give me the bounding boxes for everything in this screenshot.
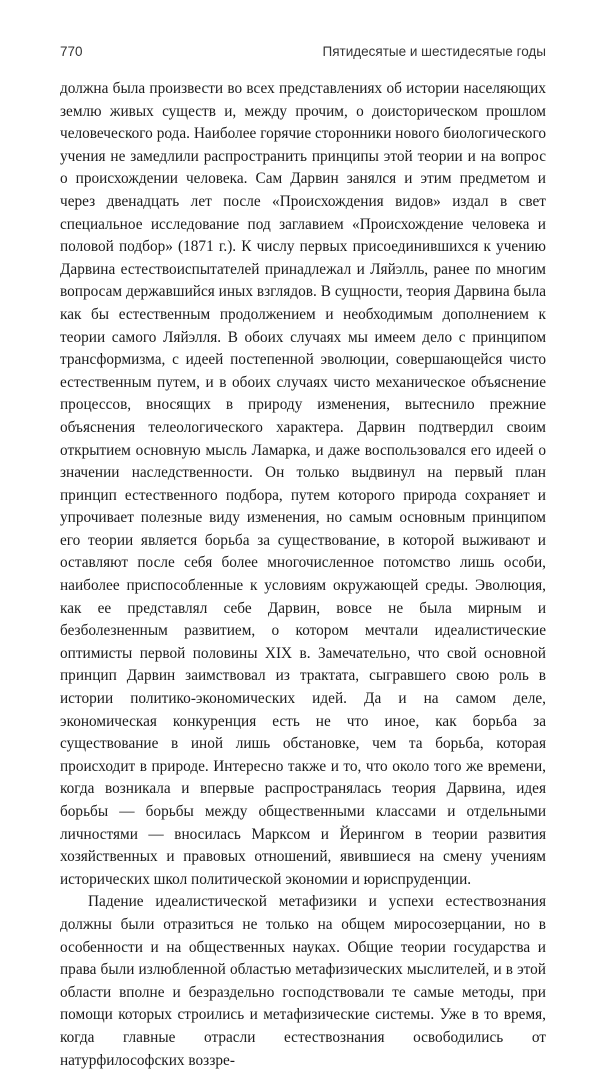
section-title: Пятидесятые и шестидесятые годы bbox=[322, 44, 546, 59]
page-number: 770 bbox=[60, 44, 83, 59]
body-text bbox=[60, 78, 546, 1072]
running-head bbox=[60, 44, 546, 62]
book-page bbox=[60, 44, 546, 1072]
paragraph: Падение идеалистической метафизики и успехи естествознания должны были отразиться не только на общем миросозерцании, но в особенности и на общественных науках. Общие теории государства и права были излюбленной областью метафизических мыслителей, и в этой области вполне и безраздельно господствовали те самые методы, при помощи которых строились и метафизические системы. Уже в то время, когда главные отрасли естествознания освободились от натурфилософских воззре- bbox=[60, 893, 546, 1069]
paragraph-continuation: должна была произвести во всех представлениях об истории населяющих землю живых существ и, между прочим, о доисторическом прошлом человеческого рода. Наиболее горячие сторонники нового биологического учения не замедлили распространить принципы этой теории и на вопрос о происхождении человека. Сам Дарвин занялся и этим предметом и через двенадцать лет после «Происхождения видов» издал в свет специальное исследование под заглавием «Происхождение человека и половой подбор» (1871 г.). К числу первых присоединившихся к учению Дарвина естествоиспытателей принадлежал и Ляйэлль, ранее по многим вопросам державшийся иных взглядов. В сущности, теория Дарвина была как бы естественным продолжением и необходимым дополнением к теории самого Ляйэлля. В обоих случаях мы имеем дело с принципом трансформизма, с идеей постепенной эволюции, совершающейся чисто естественным путем, и в обоих случаях чисто механическое объяснение процессов, вносящих в природу изменения, вытеснило прежние объяснения телеологического характера. Дарвин подтвердил своим открытием основную мысль Ламарка, и даже воспользовался его идеей о значении наследственности. Он только выдвинул на первый план принцип естественного подбора, путем которого природа сохраняет и упрочивает полезные виду изменения, но самым основным принципом его теории является борьба за существование, в которой выживают и оставляют после себя более многочисленное потомство лишь особи, наиболее приспособленные к условиям окружающей среды. Эволюция, как ее представлял себе Дарвин, вовсе не была мирным и безболезненным развитием, о котором мечтали идеалистические оптимисты первой половины XIX в. Замечательно, что свой основной принцип Дарвин заимствовал из трактата, сыгравшего свою роль в истории политико-экономических идей. Да и на самом деле, экономическая конкуренция есть не что иное, как борьба за существование в иной лишь обстановке, чем та борьба, которая происходит в природе. Интересно также и то, что около того же времени, когда возникала и впервые распространялась теория Дарвина, идея борьбы — борьбы между общественными классами и отдельными личностями — вносилась Марксом и Йерингом в теории развития хозяйственных и правовых отношений, явившиеся на смену учениям исторических школ политической экономии и юриспруденции. bbox=[60, 80, 546, 888]
